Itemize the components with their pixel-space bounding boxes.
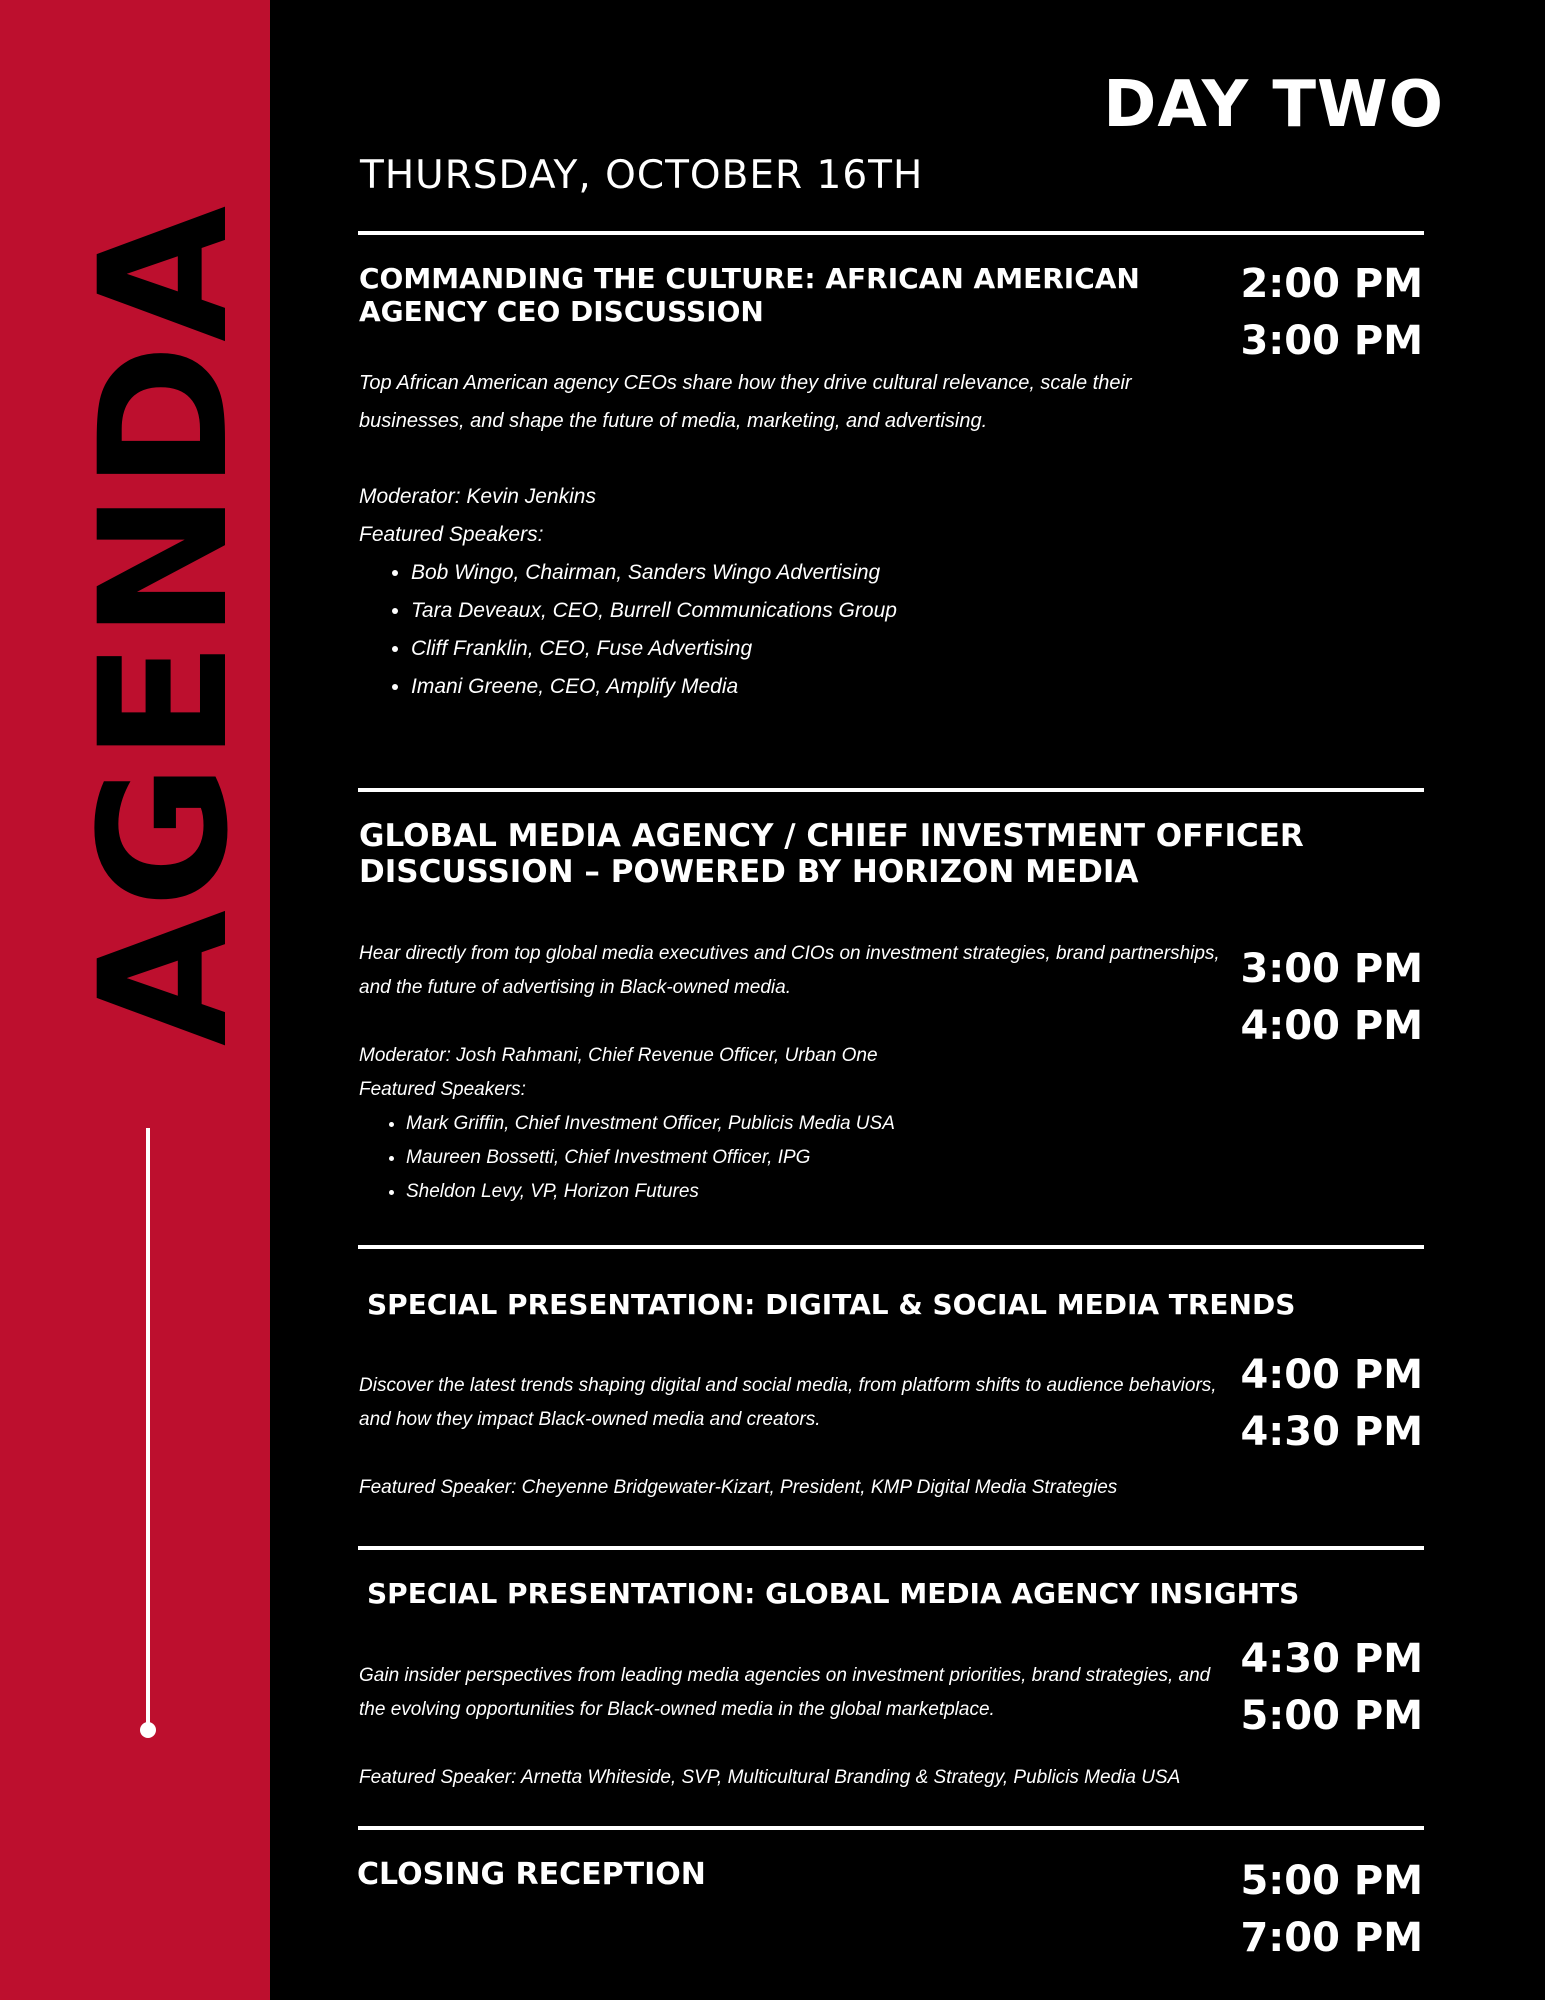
speaker-item: • Tara Deveaux, CEO, Burrell Communications Group	[411, 592, 1259, 630]
session-title: CLOSING RECEPTION	[357, 1857, 706, 1892]
speaker-item: • Cliff Franklin, CEO, Fuse Advertising	[411, 630, 1259, 668]
start-time: 4:00 PM	[1240, 1352, 1423, 1398]
start-time: 3:00 PM	[1240, 946, 1423, 992]
session-title: SPECIAL PRESENTATION: DIGITAL & SOCIAL MEDIA TRENDS	[367, 1288, 1296, 1321]
session-description: Discover the latest trends shaping digital and social media, from platform shifts to audience behaviors, and how they impact Black-owned media and creators.	[359, 1375, 1217, 1430]
session-speakers	[359, 478, 1259, 706]
featured-speaker: Featured Speaker: Cheyenne Bridgewater-Kizart, President, KMP Digital Media Strategies	[359, 1477, 1118, 1498]
date-heading: THURSDAY, OCTOBER 16TH	[360, 153, 924, 198]
start-time: 4:30 PM	[1240, 1636, 1423, 1682]
speakers-label: Featured Speakers:	[359, 1079, 526, 1100]
session-time	[1240, 256, 1423, 370]
end-time: 4:00 PM	[1240, 1003, 1423, 1049]
session-time	[1240, 1853, 1423, 1967]
speaker-item: • Sheldon Levy, VP, Horizon Futures	[406, 1175, 1259, 1209]
featured-speaker: Featured Speaker: Arnetta Whiteside, SVP, Multicultural Branding & Strategy, Publicis Media USA	[359, 1767, 1181, 1788]
session-title: COMMANDING THE CULTURE: AFRICAN AMERICAN AGENCY CEO DISCUSSION	[359, 262, 1140, 328]
session-description: Hear directly from top global media executives and CIOs on investment strategies, brand partnerships, and the future of advertising in Black-owned media.	[359, 943, 1220, 998]
session-time	[1240, 1631, 1423, 1745]
speaker-item: • Imani Greene, CEO, Amplify Media	[411, 668, 1259, 706]
day-title: DAY TWO	[1103, 68, 1444, 142]
end-time: 4:30 PM	[1240, 1409, 1423, 1455]
speakers-label: Featured Speakers:	[359, 523, 544, 546]
divider	[358, 1826, 1424, 1830]
session-time	[1240, 1347, 1423, 1461]
session-description: Gain insider perspectives from leading media agencies on investment priorities, brand strategies, and the evolving opportunities for Black-owned media in the global marketplace.	[359, 1665, 1211, 1720]
moderator: Moderator: Josh Rahmani, Chief Revenue Officer, Urban One	[359, 1045, 878, 1066]
timeline-line	[146, 1128, 150, 1728]
timeline-dot	[140, 1722, 156, 1738]
divider	[358, 788, 1424, 792]
start-time: 2:00 PM	[1240, 261, 1423, 307]
agenda-vertical-title: AGENDA	[62, 203, 267, 1047]
session-title: SPECIAL PRESENTATION: GLOBAL MEDIA AGENCY INSIGHTS	[367, 1577, 1300, 1610]
speaker-item: • Mark Griffin, Chief Investment Officer, Publicis Media USA	[406, 1107, 1259, 1141]
end-time: 5:00 PM	[1240, 1693, 1423, 1739]
divider	[358, 1245, 1424, 1249]
speaker-item: • Bob Wingo, Chairman, Sanders Wingo Advertising	[411, 554, 1259, 592]
divider	[358, 231, 1424, 235]
divider	[358, 1546, 1424, 1550]
session-title: GLOBAL MEDIA AGENCY / CHIEF INVESTMENT OFFICER DISCUSSION – POWERED BY HORIZON MEDIA	[359, 818, 1304, 890]
session-description: Top African American agency CEOs share how they drive cultural relevance, scale their businesses, and shape the future of media, marketing, and advertising.	[359, 372, 1132, 432]
speaker-item: • Maureen Bossetti, Chief Investment Officer, IPG	[406, 1141, 1259, 1175]
session-time	[1240, 941, 1423, 1055]
moderator: Moderator: Kevin Jenkins	[359, 485, 596, 508]
end-time: 7:00 PM	[1240, 1915, 1423, 1961]
session-speakers	[359, 1039, 1259, 1209]
start-time: 5:00 PM	[1240, 1858, 1423, 1904]
end-time: 3:00 PM	[1240, 318, 1423, 364]
